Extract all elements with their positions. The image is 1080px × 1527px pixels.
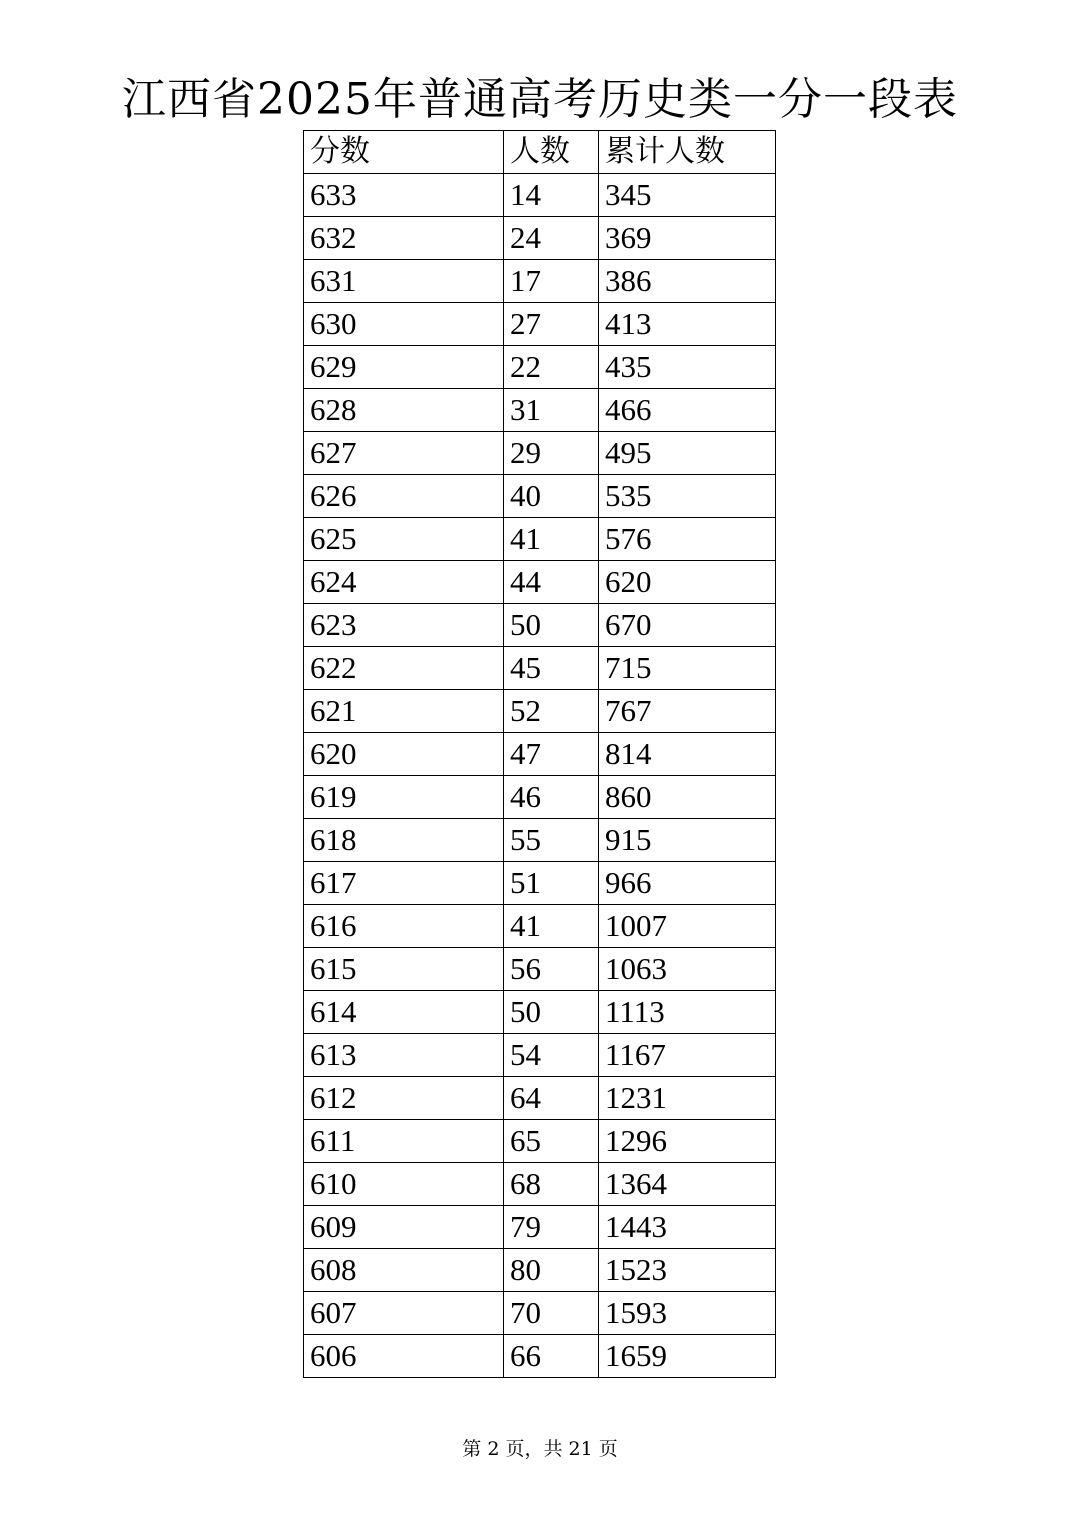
cell-score: 607 <box>304 1292 504 1335</box>
cell-cumulative: 620 <box>599 561 776 604</box>
table-row <box>304 948 776 991</box>
cell-count: 24 <box>504 217 599 260</box>
cell-cumulative: 1231 <box>599 1077 776 1120</box>
cell-count: 22 <box>504 346 599 389</box>
table-body <box>304 174 776 1378</box>
table-row <box>304 905 776 948</box>
cell-score: 606 <box>304 1335 504 1378</box>
cell-score: 614 <box>304 991 504 1034</box>
cell-count: 47 <box>504 733 599 776</box>
cell-cumulative: 386 <box>599 260 776 303</box>
table-row <box>304 260 776 303</box>
table-row <box>304 561 776 604</box>
table-row <box>304 690 776 733</box>
cell-count: 51 <box>504 862 599 905</box>
cell-cumulative: 1007 <box>599 905 776 948</box>
header-cumulative: 累计人数 <box>599 131 776 174</box>
cell-cumulative: 413 <box>599 303 776 346</box>
table-row <box>304 389 776 432</box>
cell-score: 616 <box>304 905 504 948</box>
cell-score: 613 <box>304 1034 504 1077</box>
cell-cumulative: 1296 <box>599 1120 776 1163</box>
cell-score: 621 <box>304 690 504 733</box>
cell-cumulative: 576 <box>599 518 776 561</box>
table-row <box>304 819 776 862</box>
score-distribution-table <box>303 130 776 1378</box>
cell-cumulative: 369 <box>599 217 776 260</box>
cell-cumulative: 1364 <box>599 1163 776 1206</box>
table-row <box>304 1335 776 1378</box>
cell-count: 52 <box>504 690 599 733</box>
table-row <box>304 475 776 518</box>
cell-score: 632 <box>304 217 504 260</box>
cell-count: 70 <box>504 1292 599 1335</box>
cell-cumulative: 466 <box>599 389 776 432</box>
cell-score: 617 <box>304 862 504 905</box>
cell-cumulative: 1063 <box>599 948 776 991</box>
cell-count: 41 <box>504 518 599 561</box>
cell-cumulative: 495 <box>599 432 776 475</box>
table-row <box>304 862 776 905</box>
cell-count: 40 <box>504 475 599 518</box>
cell-count: 29 <box>504 432 599 475</box>
cell-count: 31 <box>504 389 599 432</box>
table-row <box>304 1120 776 1163</box>
table-row <box>304 174 776 217</box>
cell-cumulative: 715 <box>599 647 776 690</box>
page-footer: 第 2 页，共 21 页 <box>462 1438 618 1460</box>
cell-cumulative: 767 <box>599 690 776 733</box>
cell-cumulative: 1523 <box>599 1249 776 1292</box>
cell-score: 633 <box>304 174 504 217</box>
cell-cumulative: 814 <box>599 733 776 776</box>
cell-count: 45 <box>504 647 599 690</box>
header-count: 人数 <box>504 131 599 174</box>
cell-score: 620 <box>304 733 504 776</box>
cell-count: 44 <box>504 561 599 604</box>
cell-count: 27 <box>504 303 599 346</box>
cell-score: 608 <box>304 1249 504 1292</box>
table-row <box>304 303 776 346</box>
cell-count: 80 <box>504 1249 599 1292</box>
cell-score: 622 <box>304 647 504 690</box>
cell-cumulative: 1443 <box>599 1206 776 1249</box>
cell-score: 625 <box>304 518 504 561</box>
cell-score: 618 <box>304 819 504 862</box>
cell-count: 50 <box>504 991 599 1034</box>
cell-score: 611 <box>304 1120 504 1163</box>
table-row <box>304 1034 776 1077</box>
table-row <box>304 733 776 776</box>
cell-score: 629 <box>304 346 504 389</box>
cell-cumulative: 860 <box>599 776 776 819</box>
table-row <box>304 1249 776 1292</box>
cell-cumulative: 670 <box>599 604 776 647</box>
cell-score: 631 <box>304 260 504 303</box>
cell-count: 14 <box>504 174 599 217</box>
cell-score: 610 <box>304 1163 504 1206</box>
table-row <box>304 518 776 561</box>
table-row <box>304 991 776 1034</box>
table-row <box>304 1163 776 1206</box>
table-row <box>304 1206 776 1249</box>
cell-count: 55 <box>504 819 599 862</box>
cell-count: 50 <box>504 604 599 647</box>
cell-cumulative: 915 <box>599 819 776 862</box>
cell-count: 17 <box>504 260 599 303</box>
cell-score: 609 <box>304 1206 504 1249</box>
cell-cumulative: 345 <box>599 174 776 217</box>
cell-count: 64 <box>504 1077 599 1120</box>
cell-cumulative: 435 <box>599 346 776 389</box>
cell-count: 54 <box>504 1034 599 1077</box>
cell-count: 79 <box>504 1206 599 1249</box>
table-row <box>304 432 776 475</box>
table-row <box>304 217 776 260</box>
cell-count: 65 <box>504 1120 599 1163</box>
table-header-row <box>304 131 776 174</box>
cell-cumulative: 535 <box>599 475 776 518</box>
cell-score: 619 <box>304 776 504 819</box>
cell-count: 41 <box>504 905 599 948</box>
cell-cumulative: 1113 <box>599 991 776 1034</box>
table-row <box>304 1292 776 1335</box>
table-row <box>304 1077 776 1120</box>
cell-cumulative: 1593 <box>599 1292 776 1335</box>
cell-score: 630 <box>304 303 504 346</box>
table-row <box>304 604 776 647</box>
header-score: 分数 <box>304 131 504 174</box>
cell-score: 627 <box>304 432 504 475</box>
cell-count: 56 <box>504 948 599 991</box>
cell-cumulative: 1167 <box>599 1034 776 1077</box>
cell-cumulative: 966 <box>599 862 776 905</box>
cell-count: 68 <box>504 1163 599 1206</box>
cell-score: 628 <box>304 389 504 432</box>
table-row <box>304 346 776 389</box>
cell-score: 626 <box>304 475 504 518</box>
table-row <box>304 647 776 690</box>
cell-count: 46 <box>504 776 599 819</box>
cell-score: 624 <box>304 561 504 604</box>
cell-cumulative: 1659 <box>599 1335 776 1378</box>
cell-score: 615 <box>304 948 504 991</box>
table-row <box>304 776 776 819</box>
cell-score: 623 <box>304 604 504 647</box>
cell-score: 612 <box>304 1077 504 1120</box>
cell-count: 66 <box>504 1335 599 1378</box>
page-title: 江西省2025年普通高考历史类一分一段表 <box>122 74 958 125</box>
